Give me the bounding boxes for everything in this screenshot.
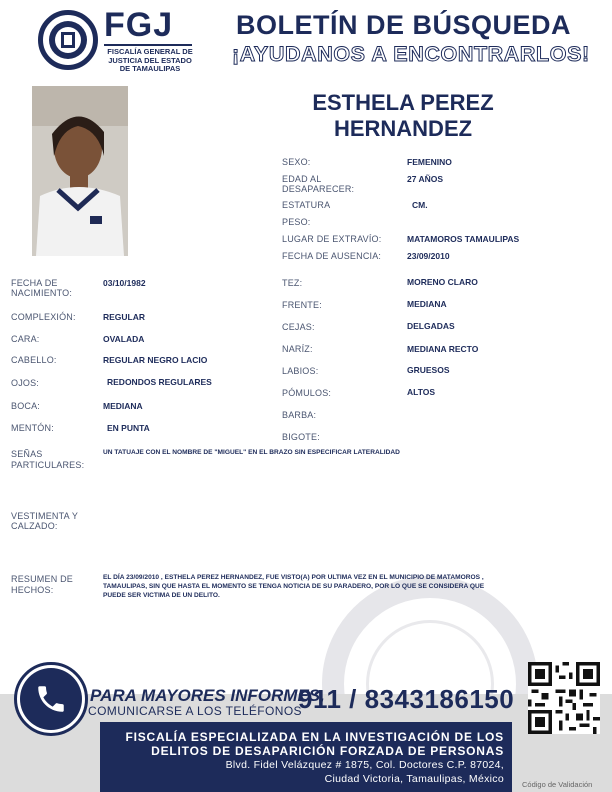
frente-value: MEDIANA — [407, 299, 447, 309]
address-line-2: Ciudad Victoria, Tamaulipas, México — [324, 773, 504, 785]
fiscalia-line-1: FISCALÍA ESPECIALIZADA EN LA INVESTIGACIÓN DE LOS — [125, 730, 504, 744]
vestimenta-label-1: VESTIMENTA Y — [11, 511, 79, 521]
bulletin-subtitle: ¡AYUDANOS A ENCONTRARLOS! — [232, 42, 590, 66]
nacimiento-value: 03/10/1982 — [103, 278, 146, 288]
cejas-value: DELGADAS — [407, 321, 455, 331]
estatura-value: CM. — [412, 200, 428, 210]
nariz-value: MEDIANA RECTO — [407, 344, 479, 354]
qr-code-icon[interactable] — [528, 662, 600, 734]
ojos-value: REDONDOS REGULARES — [107, 377, 212, 387]
person-photo — [32, 86, 128, 256]
senas-value: UN TATUAJE CON EL NOMBRE DE "MIGUEL" EN EL BRAZO SIN ESPECIFICAR LATERALIDAD — [103, 449, 400, 456]
resumen-label-2: HECHOS: — [11, 585, 54, 595]
barba-label: BARBA: — [282, 410, 317, 420]
person-name-line1: ESTHELA PEREZ — [312, 90, 494, 115]
cabello-label: CABELLO: — [11, 355, 57, 365]
menton-value: EN PUNTA — [107, 423, 150, 433]
fiscalia-line-2: DELITOS DE DESAPARICIÓN FORZADA DE PERSONAS — [151, 744, 504, 758]
edad-label-2: DESAPARECER: — [282, 184, 355, 194]
resumen-line-2: TAMAULIPAS, SIN QUE HASTA EL MOMENTO SE TENGA NOTICIA DE SU PARADERO, POR LO QUE SE CONSIDERA QUE — [103, 583, 485, 590]
vestimenta-label-2: CALZADO: — [11, 521, 58, 531]
logo-text: FGJ — [104, 6, 174, 44]
address-line-1: Blvd. Fidel Velázquez # 1875, Col. Doctores C.P. 87024, — [225, 759, 504, 771]
lugar-label: LUGAR DE EXTRAVÍO: — [282, 234, 382, 244]
cara-label: CARA: — [11, 334, 40, 344]
bulletin-title: BOLETÍN DE BÚSQUEDA — [236, 10, 572, 40]
labios-label: LABIOS: — [282, 366, 319, 376]
edad-label-1: EDAD AL — [282, 174, 322, 184]
qr-caption: Código de Validación — [522, 780, 593, 789]
fecha-ausencia-label: FECHA DE AUSENCIA: — [282, 251, 382, 261]
info-line-1: PARA MAYORES INFORMES, — [90, 686, 325, 705]
frente-label: FRENTE: — [282, 300, 322, 310]
resumen-line-3: PUEDE SER VICTIMA DE UN DELITO. — [103, 592, 220, 599]
nacimiento-label-1: FECHA DE — [11, 278, 58, 288]
info-line-2: COMUNICARSE A LOS TELÉFONOS — [88, 704, 302, 718]
peso-label: PESO: — [282, 217, 311, 227]
edad-value: 27 AÑOS — [407, 174, 444, 184]
boca-value: MEDIANA — [103, 401, 143, 411]
logo-divider — [104, 44, 192, 46]
pomulos-label: PÓMULOS: — [282, 388, 332, 398]
resumen-line-1: EL DÍA 23/09/2010 , ESTHELA PEREZ HERNANDEZ, FUE VISTO(A) POR ULTIMA VEZ EN EL MUNICIPIO DE MATAMOROS , — [103, 574, 484, 581]
ojos-label: OJOS: — [11, 378, 40, 388]
phone-number[interactable]: 911 / 8343186150 — [298, 684, 515, 714]
lugar-value: MATAMOROS TAMAULIPAS — [407, 234, 520, 244]
cejas-label: CEJAS: — [282, 322, 315, 332]
complexion-label: COMPLEXIÓN: — [11, 312, 76, 322]
senas-label-1: SEÑAS — [11, 449, 43, 459]
fgj-seal-icon — [38, 10, 98, 70]
nacimiento-label-2: NACIMIENTO: — [11, 288, 73, 298]
pomulos-value: ALTOS — [407, 387, 436, 397]
resumen-label-1: RESUMEN DE — [11, 574, 74, 584]
senas-label-2: PARTICULARES: — [11, 460, 85, 470]
cabello-value: REGULAR NEGRO LACIO — [103, 355, 208, 365]
phone-icon — [20, 668, 82, 730]
fecha-ausencia-value: 23/09/2010 — [407, 251, 450, 261]
tez-label: TEZ: — [282, 278, 303, 288]
person-name-line2: HERNANDEZ — [333, 116, 473, 141]
menton-label: MENTÓN: — [11, 423, 54, 433]
tez-value: MORENO CLARO — [407, 277, 478, 287]
boca-label: BOCA: — [11, 401, 41, 411]
bigote-label: BIGOTE: — [282, 432, 320, 442]
person-name — [278, 90, 528, 142]
labios-value: GRUESOS — [407, 365, 450, 375]
logo-subtitle: FISCALÍA GENERAL DE JUSTICIA DEL ESTADO DE TAMAULIPAS — [107, 47, 193, 73]
sexo-label: SEXO: — [282, 157, 311, 167]
sexo-value: FEMENINO — [407, 157, 452, 167]
estatura-label: ESTATURA — [282, 200, 331, 210]
complexion-value: REGULAR — [103, 312, 146, 322]
cara-value: OVALADA — [103, 334, 145, 344]
nariz-label: NARÍZ: — [282, 344, 313, 354]
